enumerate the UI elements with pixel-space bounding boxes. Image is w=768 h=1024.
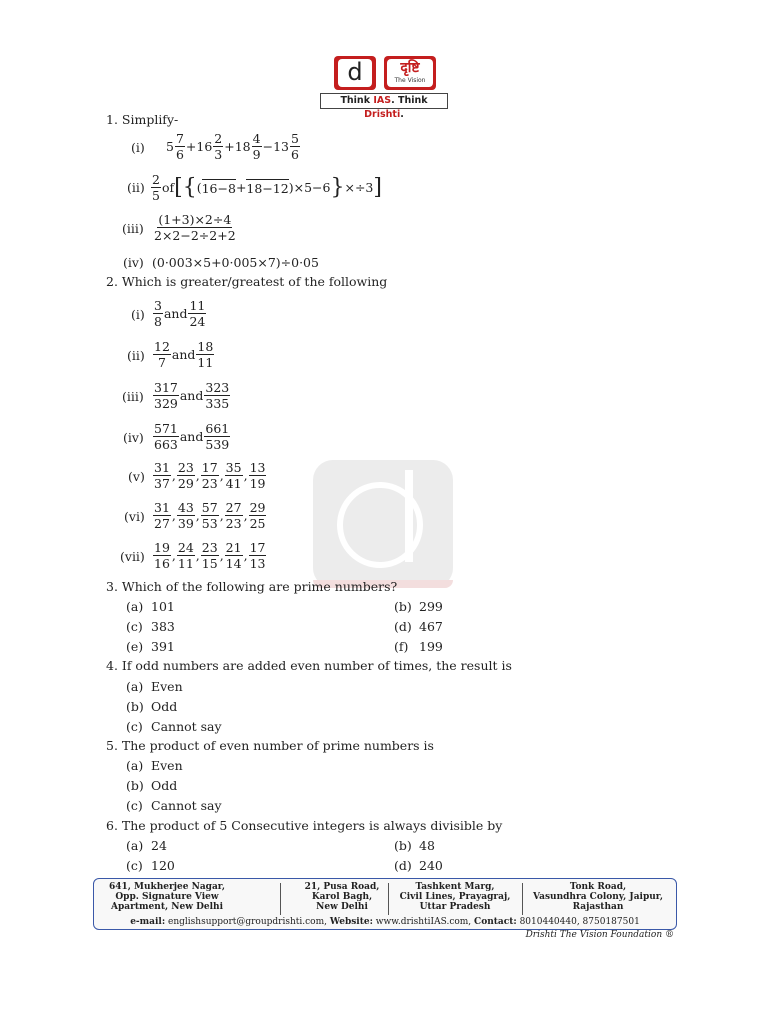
fraction	[153, 460, 171, 491]
website-link[interactable]: www.drishtiIAS.com,	[372, 917, 475, 927]
option-text: 383	[151, 619, 175, 634]
question-6-title: 6. The product of 5 Consecutive integers is always divisible by	[106, 818, 503, 833]
option-label: (b)	[126, 778, 144, 793]
fraction	[249, 500, 267, 531]
q1-ii-label: (ii)	[127, 180, 145, 195]
denominator: 7	[157, 355, 166, 370]
numerator: 317	[154, 380, 178, 395]
numerator: 27	[225, 500, 242, 515]
option-text: 467	[419, 619, 443, 634]
q2-row-expression	[152, 421, 231, 452]
option-text: Odd	[151, 778, 178, 793]
contact-numbers: 8010440440, 8750187501	[516, 917, 640, 927]
denominator: 329	[154, 396, 178, 411]
address-jaipur: Tonk Road, Vasundhra Colony, Jaipur, Rajasthan	[532, 882, 664, 912]
numerator: 3	[154, 298, 162, 313]
comma: ,	[171, 468, 176, 483]
logo-hindi-text: दृष्टि	[400, 60, 420, 76]
numerator: 43	[177, 500, 194, 515]
denominator: 15	[201, 556, 218, 571]
option-label: (e)	[126, 639, 144, 654]
comma: ,	[195, 548, 200, 563]
numerator: 17	[201, 460, 218, 475]
q1-i-label: (i)	[131, 140, 145, 155]
fraction	[201, 500, 219, 531]
question-3-title: 3. Which of the following are prime numbers?	[106, 579, 398, 594]
numerator: 17	[249, 540, 266, 555]
option-text: Even	[151, 679, 183, 694]
numerator: 571	[154, 421, 178, 436]
option-label: (a)	[126, 679, 144, 694]
address-delhi-pusa: 21, Pusa Road, Karol Bagh, New Delhi	[304, 882, 380, 912]
option-text: Even	[151, 758, 183, 773]
logo-d-mark	[334, 56, 376, 90]
footer-contact-line: e-mail: englishsupport@groupdrishti.com, Website: www.drishtiIAS.com, Contact: 8010440440, 8750187501	[130, 917, 640, 927]
option-label: (c)	[126, 619, 143, 634]
comma: ,	[243, 508, 248, 523]
question-4-title: 4. If odd numbers are added even number of times, the result is	[106, 658, 512, 673]
denominator: 8	[154, 314, 162, 329]
and-word: and	[171, 347, 196, 362]
email-link[interactable]: englishsupport@groupdrishti.com,	[165, 917, 330, 927]
fraction	[177, 460, 195, 491]
numerator: 24	[177, 540, 194, 555]
denominator: 11	[197, 355, 214, 370]
numerator: 12	[154, 339, 170, 354]
fraction	[204, 421, 230, 452]
comma: ,	[243, 468, 248, 483]
denominator: 23	[225, 516, 242, 531]
fraction	[177, 500, 195, 531]
option-label: (a)	[126, 838, 144, 853]
option-label: (d)	[394, 858, 412, 873]
fraction	[153, 380, 179, 411]
q2-row-label: (vi)	[124, 509, 145, 524]
option-label: (d)	[394, 619, 412, 634]
denominator: 23	[201, 476, 218, 491]
option-text: 299	[419, 599, 443, 614]
numerator: 13	[249, 460, 266, 475]
q2-row-expression	[152, 540, 267, 571]
option-label: (a)	[126, 758, 144, 773]
fraction	[201, 540, 219, 571]
comma: ,	[243, 548, 248, 563]
comma: ,	[195, 468, 200, 483]
address-delhi-mukherjee: 641, Mukherjee Nagar, Opp. Signature View Apartment, New Delhi	[108, 882, 226, 912]
comma: ,	[171, 548, 176, 563]
fraction	[196, 339, 214, 370]
option-label: (c)	[126, 798, 143, 813]
denominator: 27	[154, 516, 170, 531]
fraction	[201, 460, 219, 491]
numerator: 29	[249, 500, 266, 515]
option-text: Cannot say	[151, 719, 222, 734]
option-label: (b)	[126, 699, 144, 714]
q1-iv-expression: (0·003×5+0·005×7)÷0·05	[152, 255, 319, 270]
fraction	[225, 500, 243, 531]
q2-row-expression	[152, 339, 215, 370]
footer-address-box	[93, 878, 677, 930]
fraction	[204, 380, 230, 411]
q1-iii-label: (iii)	[122, 221, 144, 236]
numerator: 323	[205, 380, 230, 395]
watermark-logo	[313, 460, 453, 588]
q1-i-expression: 5 $\frac{7}{6}$ +16 $\frac{2}{3}$ +18 $\frac{4}{9}$ −13 $\frac{5}{6}$	[166, 131, 299, 162]
logo-hindi-mark	[384, 56, 436, 90]
fraction	[188, 298, 206, 329]
q2-row-label: (iii)	[122, 389, 144, 404]
numerator: 35	[225, 460, 242, 475]
denominator: 24	[189, 314, 206, 329]
option-label: (b)	[394, 838, 412, 853]
denominator: 13	[249, 556, 266, 571]
denominator: 663	[154, 437, 178, 452]
denominator: 11	[177, 556, 194, 571]
denominator: 41	[225, 476, 242, 491]
logo-hindi-sub: The Vision	[394, 77, 426, 84]
fraction	[249, 540, 267, 571]
and-word: and	[179, 429, 204, 444]
option-text: 391	[151, 639, 175, 654]
option-text: 24	[151, 838, 167, 853]
denominator: 19	[249, 476, 266, 491]
and-word: and	[179, 388, 204, 403]
denominator: 37	[154, 476, 170, 491]
option-text: 120	[151, 858, 175, 873]
numerator: 57	[201, 500, 218, 515]
fraction	[153, 540, 171, 571]
and-word: and	[163, 306, 188, 321]
option-label: (c)	[126, 858, 143, 873]
fraction	[225, 540, 243, 571]
numerator: 23	[201, 540, 218, 555]
denominator: 29	[177, 476, 194, 491]
foundation-credit: Drishti The Vision Foundation ®	[525, 930, 674, 940]
option-text: 240	[419, 858, 443, 873]
numerator: 31	[154, 460, 170, 475]
q2-row-label: (vii)	[120, 549, 145, 564]
q2-row-expression	[152, 500, 267, 531]
denominator: 539	[205, 437, 230, 452]
comma: ,	[219, 508, 224, 523]
q2-row-expression	[152, 298, 207, 329]
fraction	[153, 500, 171, 531]
denominator: 14	[225, 556, 242, 571]
question-5-title: 5. The product of even number of prime numbers is	[106, 738, 434, 753]
numerator: 11	[189, 298, 206, 313]
question-1-title: 1. Simplify-	[106, 112, 179, 127]
fraction	[249, 460, 267, 491]
drishti-logo	[320, 56, 448, 120]
option-text: 48	[419, 838, 435, 853]
numerator: 18	[197, 339, 214, 354]
denominator: 25	[249, 516, 266, 531]
address-prayagraj: Tashkent Marg, Civil Lines, Prayagraj, Uttar Pradesh	[399, 882, 511, 912]
question-2-title: 2. Which is greater/greatest of the following	[106, 274, 388, 289]
comma: ,	[219, 468, 224, 483]
q2-row-label: (i)	[131, 307, 145, 322]
q2-row-label: (iv)	[123, 430, 144, 445]
option-text: 199	[419, 639, 443, 654]
option-label: (c)	[126, 719, 143, 734]
numerator: 31	[154, 500, 170, 515]
numerator: 23	[177, 460, 194, 475]
numerator: 19	[154, 540, 170, 555]
denominator: 335	[205, 396, 230, 411]
q2-row-label: (ii)	[127, 348, 145, 363]
fraction	[177, 540, 195, 571]
fraction	[153, 339, 171, 370]
numerator: 661	[205, 421, 230, 436]
q1-ii-expression: $\frac{2}{5}$ of [ { ( 16−8 + 18−12 ) ×5−6 } ×÷3 ]	[152, 172, 382, 203]
comma: ,	[171, 508, 176, 523]
option-label: (a)	[126, 599, 144, 614]
q2-row-expression	[152, 460, 267, 491]
denominator: 53	[201, 516, 218, 531]
option-text: Odd	[151, 699, 178, 714]
option-text: Cannot say	[151, 798, 222, 813]
option-label: (f)	[394, 639, 409, 654]
denominator: 39	[177, 516, 194, 531]
option-label: (b)	[394, 599, 412, 614]
fraction	[153, 421, 179, 452]
q2-row-label: (v)	[128, 469, 145, 484]
q1-iv-label: (iv)	[123, 255, 144, 270]
q1-iii-expression: $\frac{(1+3)\times 2\div 4}{2\times 2-2\div 2+2}$	[154, 212, 236, 243]
q2-row-expression	[152, 380, 231, 411]
denominator: 16	[154, 556, 170, 571]
numerator: 21	[225, 540, 242, 555]
fraction	[225, 460, 243, 491]
logo-tagline: Think IAS. Think Drishti.	[320, 93, 448, 109]
comma: ,	[195, 508, 200, 523]
logo-d-letter: d	[338, 59, 372, 87]
comma: ,	[219, 548, 224, 563]
option-text: 101	[151, 599, 175, 614]
fraction	[153, 298, 163, 329]
